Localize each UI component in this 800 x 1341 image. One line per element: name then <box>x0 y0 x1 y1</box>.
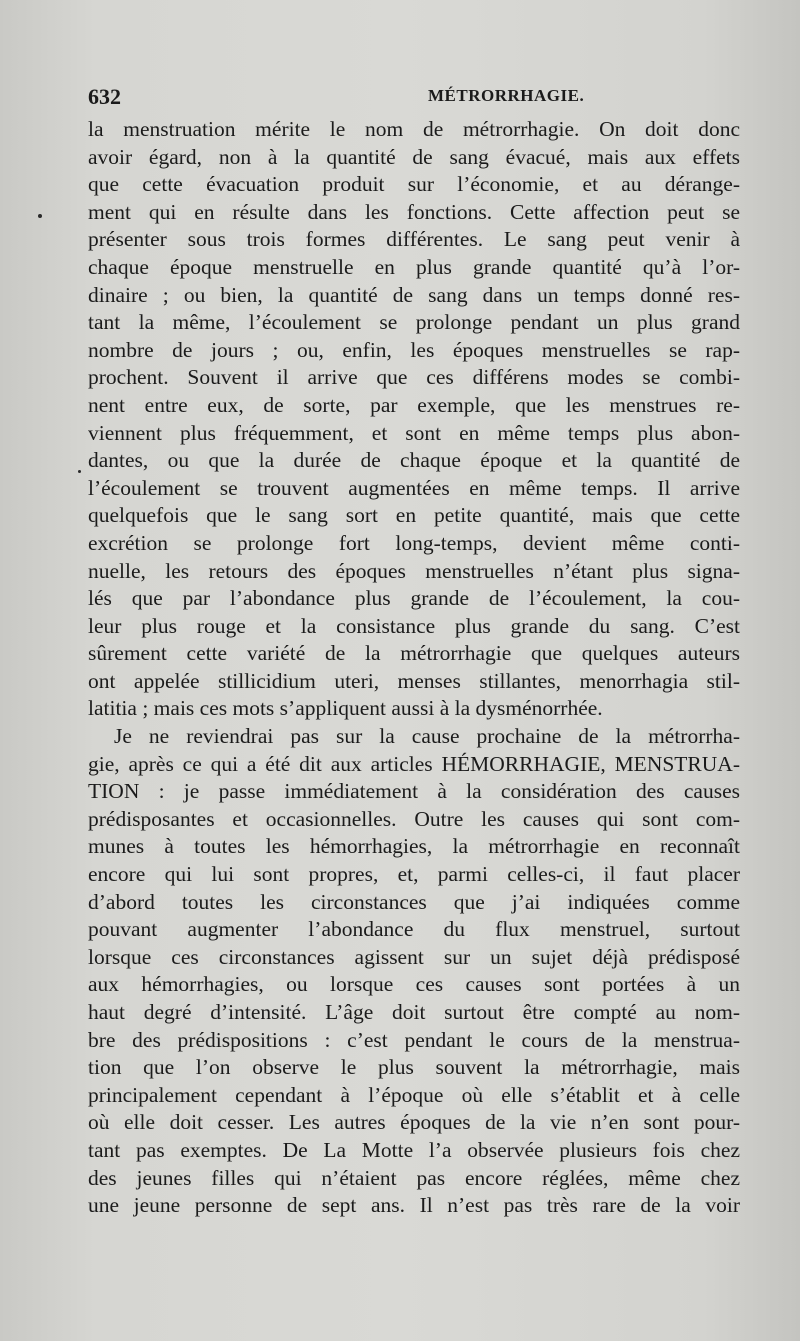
text-line: tant pas exemptes. De La Motte l’a observée plusieurs fois chez <box>88 1137 740 1162</box>
text-line: une jeune personne de sept ans. Il n’est pas très rare de la voir <box>88 1193 740 1218</box>
text-line: haut degré d’intensité. L’âge doit surtout être compté au nom- <box>88 1000 740 1024</box>
text-line: munes à toutes les hémorrhagies, la métrorrhagie en reconnaît <box>88 834 740 859</box>
text-line: pouvant augmenter l’abondance du flux menstruel, surtout <box>88 917 740 942</box>
text-line: tion que l’on observe le plus souvent la métrorrhagie, mais <box>88 1055 740 1080</box>
text-line: tant la même, l’écoulement se prolonge pendant un plus grand <box>88 310 740 335</box>
text-line: que cette évacuation produit sur l’économie, et au dérange- <box>88 172 740 197</box>
running-head: MÉTRORRHAGIE. <box>428 86 585 105</box>
text-line: nombre de jours ; ou, enfin, les époques menstruelles se rap- <box>88 337 740 362</box>
text-line: prédisposantes et occasionnelles. Outre les causes qui sont com- <box>88 806 740 831</box>
text-line: des jeunes filles qui n’étaient pas encore réglées, même chez <box>88 1165 740 1190</box>
text-line: où elle doit cesser. Les autres époques de la vie n’en sont pour- <box>88 1110 740 1135</box>
text-line: sûrement cette variété de la métrorrhagie que quelques auteurs <box>88 641 740 666</box>
text-line: encore qui lui sont propres, et, parmi celles-ci, il faut placer <box>88 862 740 887</box>
text-line: la menstruation mérite le nom de métrorrhagie. On doit donc <box>88 117 740 141</box>
paragraph-2 <box>88 723 740 1220</box>
text-line: principalement cependant à l’époque où elle s’établit et à celle <box>88 1082 740 1107</box>
text-line: Je ne reviendrai pas sur la cause prochaine de la métrorrha- <box>114 724 740 749</box>
text-line: gie, après ce qui a été dit aux articles HÉMORRHAGIE, MENSTRUA- <box>88 751 740 776</box>
page-header <box>88 84 740 112</box>
text-line: d’abord toutes les circonstances que j’ai indiquées comme <box>88 889 740 914</box>
text-line: bre des prédispositions : c’est pendant le cours de la menstrua- <box>88 1027 740 1052</box>
body-text <box>88 116 740 1220</box>
text-line: ment qui en résulte dans les fonctions. Cette affection peut se <box>88 199 740 224</box>
text-line: présenter sous trois formes différentes. Le sang peut venir à <box>88 227 740 252</box>
text-line: latitia ; mais ces mots s’appliquent aussi à la dysménorrhée. <box>88 696 603 721</box>
text-line: dinaire ; ou bien, la quantité de sang dans un temps donné res- <box>88 282 740 307</box>
ink-speck <box>38 214 42 218</box>
text-line: nuelle, les retours des époques menstruelles n’étant plus signa- <box>88 558 740 583</box>
ink-speck <box>78 470 81 473</box>
text-line: nent entre eux, de sorte, par exemple, que les menstrues re- <box>88 392 740 417</box>
text-line: viennent plus fréquemment, et sont en même temps plus abon- <box>88 420 740 445</box>
text-line: ont appelée stillicidium uteri, menses stillantes, menorrhagia stil- <box>88 668 740 693</box>
paragraph-1 <box>88 116 740 723</box>
text-line: excrétion se prolonge fort long-temps, devient même conti- <box>88 530 740 555</box>
text-line: l’écoulement se trouvent augmentées en même temps. Il arrive <box>88 475 740 500</box>
text-line: avoir égard, non à la quantité de sang évacué, mais aux effets <box>88 144 740 169</box>
text-line: dantes, ou que la durée de chaque époque et la quantité de <box>88 448 740 473</box>
page-number: 632 <box>88 84 121 109</box>
text-line: aux hémorrhagies, ou lorsque ces causes sont portées à un <box>88 972 740 997</box>
text-line: quelquefois que le sang sort en petite quantité, mais que cette <box>88 503 740 528</box>
text-line: leur plus rouge et la consistance plus grande du sang. C’est <box>88 613 740 638</box>
text-line: chaque époque menstruelle en plus grande quantité qu’à l’or- <box>88 254 740 279</box>
text-line: lorsque ces circonstances agissent sur un sujet déjà prédisposé <box>88 944 740 969</box>
text-line: TION : je passe immédiatement à la considération des causes <box>88 779 740 804</box>
text-line: prochent. Souvent il arrive que ces différens modes se combi- <box>88 365 740 390</box>
text-line: lés que par l’abondance plus grande de l’écoulement, la cou- <box>88 586 740 611</box>
